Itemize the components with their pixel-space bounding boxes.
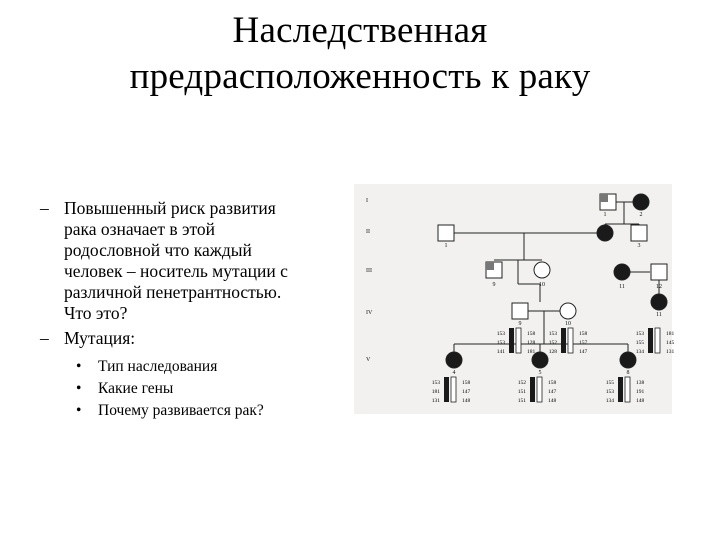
individual-number: 11 xyxy=(619,284,625,290)
title-line-1: Наследственная xyxy=(232,10,488,51)
sub-bullet-list xyxy=(40,356,340,422)
haplotype-bar xyxy=(516,328,521,353)
individual-number: 3 xyxy=(637,243,641,249)
female-symbol xyxy=(620,352,636,368)
bullet-line: человек – носитель мутации с xyxy=(64,261,288,281)
allele-value: 131 xyxy=(666,349,675,355)
individual-number: 2 xyxy=(639,212,643,218)
bullet-line: Мутация: xyxy=(64,328,136,348)
male-symbol xyxy=(512,303,528,319)
individual-number: 5 xyxy=(538,370,542,376)
bullet-line: родословной что каждый xyxy=(64,240,252,260)
sub-bullet-item xyxy=(76,356,340,378)
sub-bullet-text: Почему развивается рак? xyxy=(98,402,264,419)
bullet-line: различной пенетрантностью. xyxy=(64,282,282,302)
allele-value: 153 xyxy=(496,340,505,346)
individual-number: 10 xyxy=(539,282,545,288)
haplotype-bar xyxy=(444,377,449,402)
allele-value: 128 xyxy=(527,340,536,346)
allele-value: 181 xyxy=(666,331,675,337)
haplotype-block xyxy=(432,377,471,404)
allele-value: 181 xyxy=(527,349,536,355)
haplotype-bar xyxy=(625,377,630,402)
individual-number: 9 xyxy=(518,321,522,327)
allele-value: 153 xyxy=(548,331,557,337)
title-line-2: предрасположенность к раку xyxy=(129,56,591,97)
dash-marker: – xyxy=(40,198,49,218)
allele-value: 138 xyxy=(636,380,645,386)
male-symbol xyxy=(651,264,667,280)
individual-number: 1 xyxy=(444,243,448,249)
generation-label: I xyxy=(366,198,368,204)
allele-value: 152 xyxy=(548,340,557,346)
allele-value: 147 xyxy=(548,389,557,395)
female-symbol xyxy=(446,352,462,368)
allele-value: 147 xyxy=(462,389,471,395)
haplotype-block xyxy=(518,377,557,404)
allele-value: 158 xyxy=(579,331,588,337)
allele-value: 151 xyxy=(517,389,526,395)
sub-bullet-text: Какие гены xyxy=(98,380,174,397)
sub-bullet-item xyxy=(76,400,340,422)
haplotype-bar xyxy=(537,377,542,402)
generation-label: IV xyxy=(366,310,373,316)
allele-value: 153 xyxy=(431,380,440,386)
haplotype-bar xyxy=(568,328,573,353)
allele-value: 148 xyxy=(462,398,471,404)
male-symbol xyxy=(631,225,647,241)
allele-value: 148 xyxy=(636,398,645,404)
allele-value: 153 xyxy=(496,331,505,337)
haplotype-bar xyxy=(618,377,623,402)
sub-bullet-item xyxy=(76,378,340,400)
bullet-dot: • xyxy=(76,402,82,419)
allele-value: 151 xyxy=(517,398,526,404)
individual-number: 4 xyxy=(452,370,456,376)
female-symbol xyxy=(633,194,649,210)
allele-value: 148 xyxy=(548,398,557,404)
carrier-marker xyxy=(600,194,608,202)
haplotype-bar xyxy=(509,328,514,353)
allele-value: 131 xyxy=(431,398,440,404)
haplotype-block xyxy=(606,377,645,404)
allele-value: 181 xyxy=(431,389,440,395)
haplotype-block xyxy=(636,328,675,355)
bullet-item xyxy=(40,328,340,349)
individual-number: 8 xyxy=(626,370,630,376)
allele-value: 141 xyxy=(496,349,505,355)
generation-label: III xyxy=(366,268,372,274)
allele-value: 128 xyxy=(548,349,557,355)
female-symbol xyxy=(534,262,550,278)
carrier-marker xyxy=(486,262,494,270)
female-symbol xyxy=(597,225,613,241)
individual-number: 1 xyxy=(603,212,607,218)
allele-value: 155 xyxy=(635,340,644,346)
bullet-line: Повышенный риск развития xyxy=(64,198,276,218)
dash-marker: – xyxy=(40,328,49,348)
haplotype-bar xyxy=(451,377,456,402)
bullet-list xyxy=(40,198,340,422)
allele-value: 155 xyxy=(605,380,614,386)
sub-bullet-text: Тип наследования xyxy=(98,358,218,375)
allele-value: 158 xyxy=(548,380,557,386)
female-symbol xyxy=(560,303,576,319)
bullet-dot: • xyxy=(76,358,82,375)
haplotype-bar xyxy=(561,328,566,353)
allele-value: 153 xyxy=(635,331,644,337)
allele-value: 145 xyxy=(666,340,675,346)
generation-label: V xyxy=(366,357,371,363)
bullet-line: Что это? xyxy=(64,303,128,323)
haplotype-block xyxy=(549,328,588,355)
pedigree-chart xyxy=(354,184,675,414)
individual-number: 12 xyxy=(656,284,662,290)
allele-value: 158 xyxy=(527,331,536,337)
haplotype-bar xyxy=(530,377,535,402)
pedigree-svg xyxy=(354,184,675,414)
haplotype-bar xyxy=(648,328,653,353)
bullet-item xyxy=(40,198,340,324)
allele-value: 147 xyxy=(579,349,588,355)
individual-number: 11 xyxy=(656,312,662,318)
male-symbol xyxy=(438,225,454,241)
female-symbol xyxy=(614,264,630,280)
haplotype-block xyxy=(497,328,536,355)
allele-value: 134 xyxy=(635,349,644,355)
allele-value: 158 xyxy=(462,380,471,386)
female-symbol xyxy=(651,294,667,310)
allele-value: 153 xyxy=(605,389,614,395)
individual-number: 9 xyxy=(492,282,496,288)
allele-value: 152 xyxy=(517,380,526,386)
allele-value: 134 xyxy=(605,398,614,404)
bullet-line: рака означает в этой xyxy=(64,219,216,239)
haplotype-bar xyxy=(655,328,660,353)
generation-label: II xyxy=(366,229,370,235)
allele-value: 191 xyxy=(636,389,645,395)
slide-title xyxy=(40,8,680,100)
individual-number: 10 xyxy=(565,321,571,327)
bullet-dot: • xyxy=(76,380,82,397)
allele-value: 157 xyxy=(579,340,588,346)
